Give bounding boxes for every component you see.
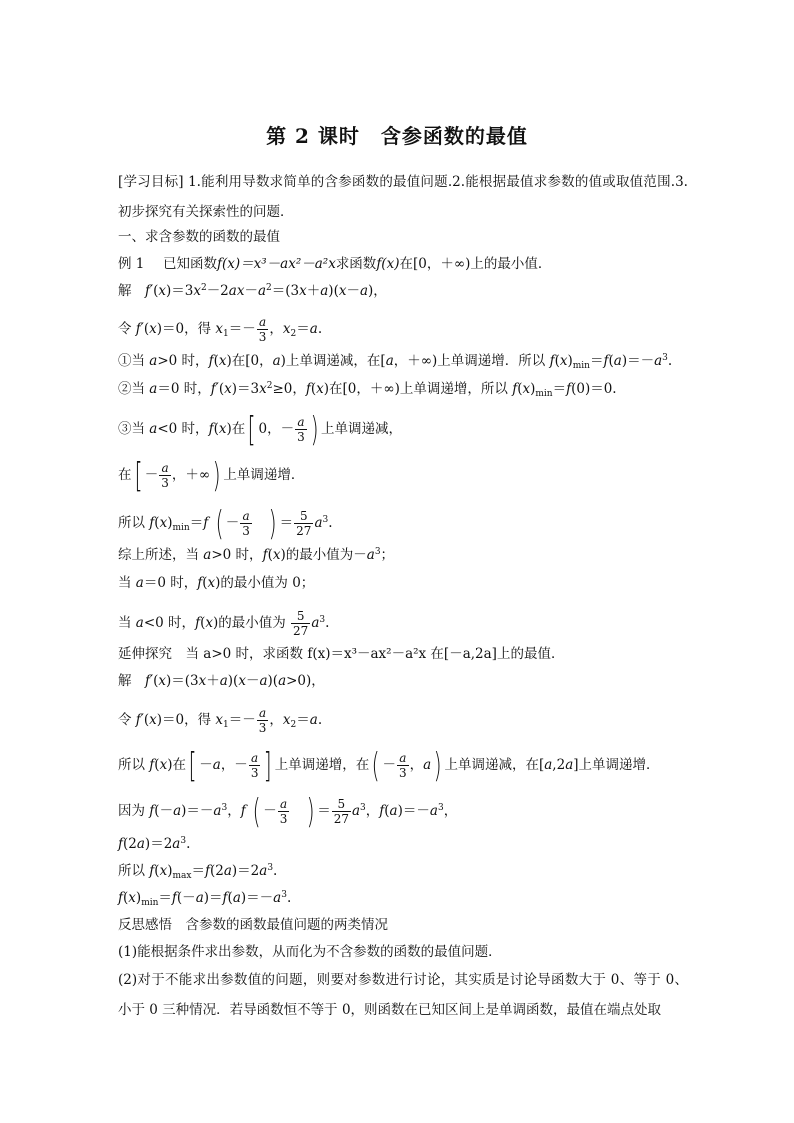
- extension-f2a: $f(2a)=2a^3$.: [118, 836, 191, 852]
- example-tail: 在[0，＋∞)上的最小值．: [399, 256, 552, 272]
- extension-label: 延伸探究: [118, 646, 172, 662]
- extension-monotonicity: 所以 f(x)在[ －a，－ $\frac{a}{3}$ ] 上单调递增，在( － $\frac{a}{3}$ ，a) 上单调递减，在[a,2a]上单调递增．: [118, 745, 660, 786]
- example-label: 例 1: [118, 256, 145, 272]
- solution-critical-points: 令 f′(x)＝0，得 $x_1=-$ $\frac{a}{3}$ ，$x_2=a$.: [118, 315, 323, 344]
- extension-max: 所以 $f(x)_{max}=f(2a)=2a^3$.: [118, 863, 278, 881]
- extension-prompt: 当 a>0 时，求函数 f(x)＝x³－ax²－a²x 在[－a,2a]上的最值．: [185, 646, 565, 662]
- learning-objectives: [118, 167, 688, 227]
- objectives-label: [学习目标]: [118, 174, 184, 190]
- case-2: ②当 a＝0 时，$f'(x)=3x^2\ge 0$，f(x)在[0，＋∞)上单调递增，所以 $f(x)_{min}=f(0)=0$.: [118, 381, 617, 399]
- page-title: 第 2 课时 含参函数的最值: [266, 124, 528, 148]
- extension-question: [118, 644, 688, 664]
- extension-critical-points: 令 f′(x)＝0，得 $x_1=-$ $\frac{a}{3}$ ，$x_2=a$.: [118, 706, 323, 735]
- reflection-point-2: (2)对于不能求出参数值的问题，则要对参数进行讨论，其实质是讨论导函数大于 0、等于 0、小于 0 三种情况．若导函数恒不等于 0，则函数在已知区间上是单调函数，最值在端点处取: [118, 972, 688, 1018]
- case-3: ③当 a<0 时，f(x)在[ 0，－ $\frac{a}{3}$ ) 上单调递减，: [118, 409, 403, 450]
- summary-2: 当 a＝0 时，f(x)的最小值为 0；: [118, 575, 315, 591]
- extension-min: $f(x)_{min}=f(-a)=f(a)=-a^3$.: [118, 890, 292, 908]
- extension-values: 因为 $f(-a)=-a^3$，f ( － $\frac{a}{3}$ ) ＝ $\frac{5}{27}$ $a^3$，$f(a)=-a^3$，: [118, 791, 458, 832]
- summary-1: 综上所述，当 a>0 时，f(x)的最小值为$-a^3$；: [118, 547, 395, 563]
- section-heading: 一、求含参数的函数的最值: [118, 229, 280, 245]
- case-3-continued: 在[ － $\frac{a}{3}$ ，＋∞) 上单调递增．: [118, 455, 305, 496]
- case-1: ①当 a>0 时，f(x)在[0，a)上单调递减，在[a，＋∞)上单调递增．所以 $f(x)_{min}=f(a)=-a^3$.: [118, 353, 673, 371]
- case-3-min: 所以 $f(x)_{min}=f$ ( － $\frac{a}{3}$ ) ＝ $\frac{5}{27}$ $a^3$.: [118, 503, 333, 544]
- solution-label: 解: [118, 283, 132, 299]
- example-mid: 求函数: [335, 256, 377, 272]
- reflection-heading: [118, 915, 688, 935]
- example-function-ref: f(x): [376, 256, 400, 272]
- summary-3: 当 a<0 时，f(x)的最小值为 $\frac{5}{27}$ $a^3$.: [118, 609, 330, 638]
- example-function: f(x)＝x³－ax²－a²x: [216, 256, 336, 272]
- reflection-label: 反思感悟: [118, 917, 172, 933]
- example-1: [118, 254, 688, 274]
- example-lead: 已知函数: [162, 256, 217, 272]
- solution-line-1: 解 $f'(x)=3x^2-2ax-a^2=(3x+a)(x-a)$，: [118, 283, 387, 299]
- objectives-text: 1.能利用导数求简单的含参函数的最值问题.2.能根据最值求参数的值或取值范围.3.初步探究有关探索性的问题．: [118, 174, 688, 220]
- reflection-point-1: (1)能根据条件求出参数，从而化为不含参数的函数的最值问题．: [118, 944, 502, 960]
- extension-solution-1: 解 f′(x)＝(3x＋a)(x－a)(a>0)，: [118, 673, 325, 689]
- reflection-title: 含参数的函数最值问题的两类情况: [185, 917, 388, 933]
